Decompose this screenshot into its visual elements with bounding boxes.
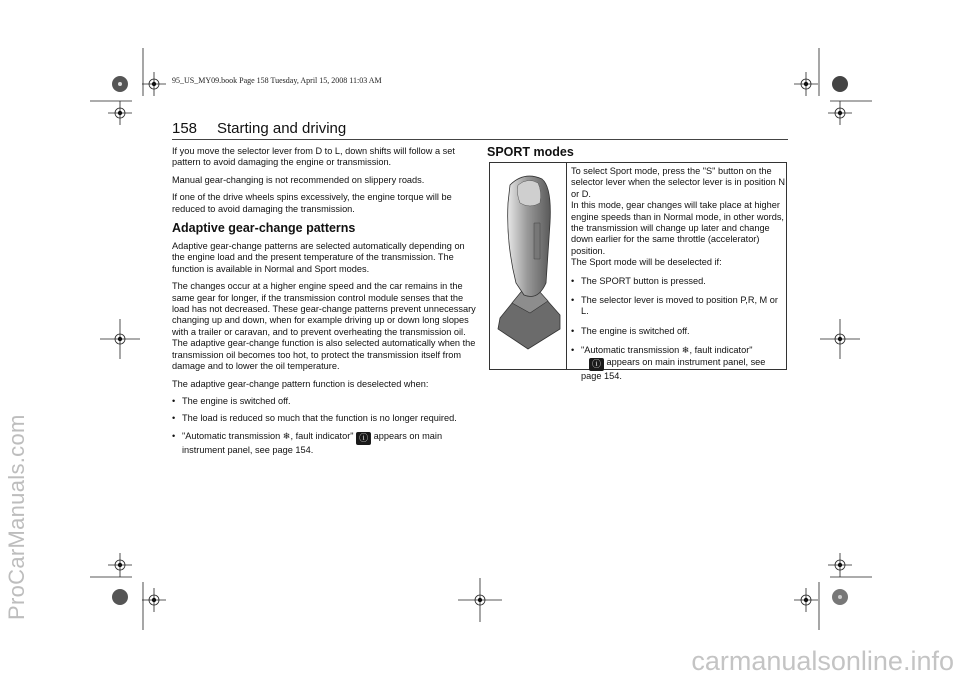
list-item — [571, 326, 785, 337]
bottom-watermark: carmanualsonline.info — [691, 646, 954, 676]
side-watermark: ProCarManuals.com — [4, 414, 29, 620]
adaptive-heading: Adaptive gear-change patterns — [172, 221, 356, 236]
sport-modes-text — [571, 166, 785, 390]
section-title: Starting and driving — [217, 120, 347, 137]
bullet-dot: • — [571, 345, 575, 356]
list-item — [571, 295, 785, 318]
sport-modes-heading: SPORT modes — [487, 145, 574, 159]
bullet-dot: • — [571, 295, 575, 306]
sport-modes-box — [489, 162, 787, 381]
gear-selector-icon — [490, 163, 566, 369]
list-item-text: The engine is switched off. — [581, 325, 690, 336]
list-item-text: appears on main instrument panel, see page 154. — [581, 356, 766, 381]
intro-paragraph-2: Manual gear-changing is not recommended on slippery roads. — [172, 174, 425, 185]
list-item-text: appears on main instrument panel, see page 154. — [182, 430, 443, 455]
selector-lever-illustration — [490, 163, 567, 369]
list-item — [571, 276, 785, 287]
bullet-dot: • — [571, 325, 575, 336]
list-item-text: The load is reduced so much that the function is no longer required. — [182, 413, 457, 424]
header-rule — [172, 139, 788, 140]
bullet-dot: • — [172, 413, 176, 424]
sport-deselect-list — [571, 276, 785, 382]
list-item — [172, 413, 476, 424]
sport-intro: To select Sport mode, press the "S" button on the selector lever when the selector lever is in position N or D. — [571, 166, 785, 199]
warning-indicator-icon: ⓘ — [356, 432, 371, 445]
body-paragraph-2: The changes occur at a higher engine speed and the car remains in the same gear for longer, if the transmission control module senses that the load has not decreased. These gear-change patterns prevent unnecessary changing up and down, when for example driving up or down long slopes with a trailer or caravan, and to prevent overheating the transmission oil. The adaptive gear-change function is also selected automatically when the transmission oil becomes too hot, to protect the transmission itself from damage and to lower the oil temperature. — [172, 281, 476, 372]
page-number: 158 — [172, 120, 198, 137]
list-item-text: The selector lever is moved to position P,R, M or L. — [581, 295, 778, 317]
list-item-text: "Automatic transmission — [581, 345, 682, 356]
list-item — [172, 431, 476, 456]
snowflake-icon: ❄ — [282, 430, 291, 441]
list-item-text: The SPORT button is pressed. — [581, 275, 706, 286]
body-paragraph-3: The adaptive gear-change pattern function is deselected when: — [172, 378, 429, 389]
bullet-dot: • — [172, 430, 176, 441]
bullet-dot: • — [571, 275, 575, 286]
body-paragraph-1: Adaptive gear-change patterns are selected automatically depending on the engine load and the present temperature of the transmission. The function is available in Normal and Sport modes. — [172, 241, 465, 274]
left-column — [172, 146, 476, 462]
list-item-text: "Automatic transmission — [182, 430, 283, 441]
sport-paragraph — [571, 166, 785, 269]
sport-body: In this mode, gear changes will take place at higher engine speeds than in Normal mode, in other words, the transmission will change up later and change down earlier for the same throttle (accelerator) position. — [571, 200, 784, 256]
bullet-dot: • — [172, 395, 176, 406]
deselect-list — [172, 396, 476, 456]
intro-paragraph-1: If you move the selector lever from D to L, down shifts will follow a set pattern to avoid damaging the engine or transmission. — [172, 146, 455, 168]
list-item-text: , fault indicator" — [290, 430, 357, 441]
list-item — [172, 396, 476, 407]
sport-deselect-intro: The Sport mode will be deselected if: — [571, 257, 722, 268]
list-item-text: The engine is switched off. — [182, 395, 291, 406]
warning-indicator-icon: ⓘ — [589, 358, 604, 371]
snowflake-icon: ❄ — [681, 345, 690, 356]
list-item — [571, 345, 785, 382]
intro-paragraph-3: If one of the drive wheels spins excessively, the engine torque will be reduced to avoid damaging the transmission. — [172, 192, 452, 214]
print-info: 95_US_MY09.book Page 158 Tuesday, April 15, 2008 11:03 AM — [172, 76, 382, 85]
list-item-text: , fault indicator" — [689, 345, 753, 356]
